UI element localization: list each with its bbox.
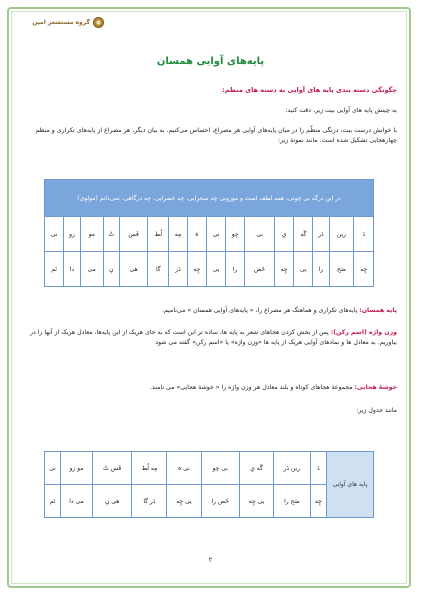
table-cell: دا	[64, 252, 81, 287]
table-cell: دَر	[169, 252, 187, 287]
table-cell: گا	[148, 252, 169, 287]
table-cell: یِ	[274, 217, 294, 252]
table-cell: چِه	[310, 485, 326, 518]
table-cell: چو	[226, 217, 245, 252]
syllable-table	[44, 179, 374, 287]
table-cell: نِ	[103, 252, 119, 287]
definition-meter-word-text: پس از بخش کردن هجاهای شعر به پایه ها، ساده تر این است که به جای هریک از این پایه‌ها، معادل هریک از آنها را در بیاوریم. به معادل ها و نمادهای آوایی هریک از پایه ها «وزن واژه» یا «اسم رکن» گفته می شود	[29, 329, 397, 346]
table-cell: نَم	[45, 485, 61, 518]
table-cell: رین دَر	[274, 452, 310, 485]
table-cell: صَح	[329, 252, 354, 287]
table-cell: چِه	[274, 252, 294, 287]
table-cell: مِه	[169, 217, 187, 252]
table-cell: رین	[329, 217, 354, 252]
table-cell: بی	[245, 217, 275, 252]
table-cell: هی	[119, 252, 147, 287]
section1-paragraph: با خوانش درست بیت، درنگی منظّم را در میان پایه‌های آوایی هر مصراع، احساس می‌کنیم. به بیان دیگر، هر مصراع از پایه‌های تکراری و منظم چهارهجایی تشکیل شده است. مانند نمونۀ زیر:	[35, 127, 397, 144]
term-meter-word: وزن واژه (اسم رکن):	[330, 329, 397, 336]
table-cell: صَح را	[274, 485, 310, 518]
page-title: پایه‌های آوایی همسان	[156, 56, 265, 67]
table-cell: یی چِه	[239, 485, 273, 518]
table-row	[45, 217, 374, 252]
section2-line: مانند جدول زیر:	[356, 407, 397, 414]
section1-line1: به چینش پایه های آوایی بیت زیر، دقت کنید:	[285, 107, 397, 114]
table-cell: نی هَ	[167, 452, 201, 485]
table-row	[45, 252, 374, 287]
table-cell: خَض را	[201, 485, 239, 518]
definition-meter-word	[24, 328, 397, 347]
table-cell: تُ	[103, 217, 119, 252]
table-cell: یی	[207, 252, 226, 287]
definition-syllable-cluster	[24, 383, 397, 393]
definition-syllable-cluster-text: مجموعۀ هجاهای کوتاه و بلند معادل هر وزن واژه را « خوشۀ هجایی» می نامند.	[150, 384, 353, 391]
page-number: ۲	[208, 556, 213, 564]
table-cell: را	[226, 252, 245, 287]
table-cell: مو زو	[60, 452, 92, 485]
section1-heading-text: چگونگی دسته بندی پایه های آوایی به دسته های منظم:	[222, 86, 397, 94]
table-cell: می	[80, 252, 103, 287]
table-row	[45, 452, 374, 485]
table-cell: چِه	[354, 252, 374, 287]
brand-logo-icon	[93, 17, 104, 28]
header-brand	[18, 16, 104, 29]
table-cell: نی	[45, 217, 64, 252]
table-cell: مِه لُط	[132, 452, 167, 485]
table-cell: نی	[207, 217, 226, 252]
table-cell: فَس تُ	[92, 452, 131, 485]
definition-equal-foot	[24, 306, 397, 316]
table-cell: را	[313, 252, 329, 287]
syllable-table-header: در این درگه بی چونی، همه لطف است و موزونی چه صحرایی، چه خضرایی، چه درگاهی، نمی‌دانم (مولوی)	[45, 180, 374, 217]
table-row	[45, 485, 374, 518]
term-syllable-cluster: خوشۀ هجایی:	[354, 384, 397, 391]
table-cell: مو	[80, 217, 103, 252]
table-cell: می دا	[60, 485, 92, 518]
table-cell: دَر گا	[132, 485, 167, 518]
term-equal-foot: پایه همسان:	[359, 307, 397, 314]
table-cell: دَ	[310, 452, 326, 485]
table-cell: چِه	[187, 252, 207, 287]
table-cell: نَم	[45, 252, 64, 287]
table-cell: گَه	[294, 217, 313, 252]
table-cell: گَه یِ	[239, 452, 273, 485]
table-cell: فَس	[119, 217, 147, 252]
table-cell: بی چو	[201, 452, 239, 485]
table-cell: یی	[294, 252, 313, 287]
table-cell: زو	[64, 217, 81, 252]
table-cell: دَر	[313, 217, 329, 252]
table-cell: هی نِ	[92, 485, 131, 518]
table-cell: یی چِه	[167, 485, 201, 518]
feet-table	[44, 451, 374, 518]
brand-text: گروه مستشعر امین	[32, 19, 90, 26]
table-cell: خَض	[245, 252, 275, 287]
table-cell: نی	[45, 452, 61, 485]
feet-table-label: پایه های آوایی	[327, 452, 374, 518]
table-cell: لُط	[148, 217, 169, 252]
section1-heading	[24, 86, 397, 96]
table-cell: هَ	[187, 217, 207, 252]
table-cell: دَ	[354, 217, 374, 252]
syllable-table-header-row	[45, 180, 374, 217]
definition-equal-foot-text: پایه‌های تکراری و هماهنگ هر مصراع را، « پایه‌های آوایی همسان » می‌نامیم.	[162, 307, 358, 314]
